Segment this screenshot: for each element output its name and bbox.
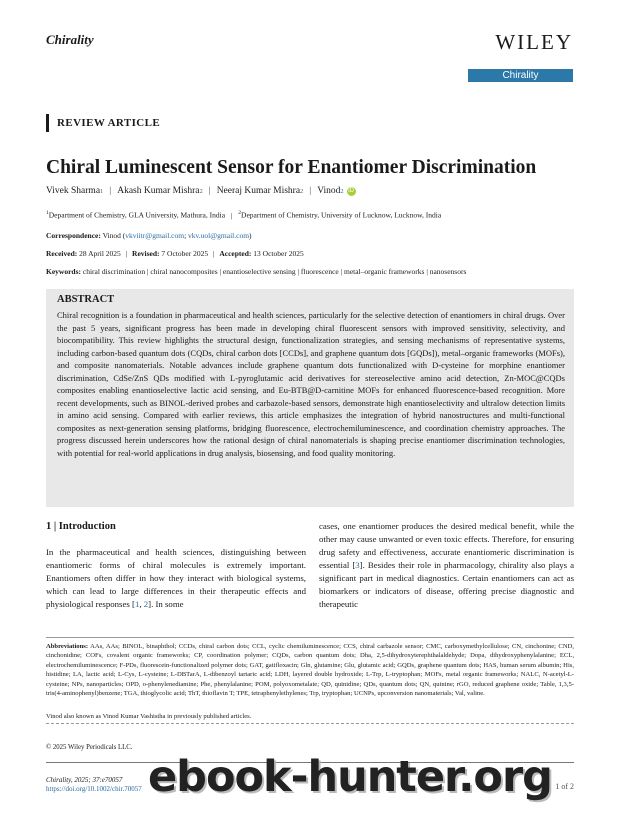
footer-citation xyxy=(46,776,142,794)
body-text: cases, one enantiomer produces the desired medical benefit, while the other may cause unwanted or even toxic effects. Therefore, for ensuring drug safety and effectiveness, accurate enantiomeric discrimination is essential [ xyxy=(319,521,574,570)
author-separator: | xyxy=(208,186,211,196)
author-note: Vinod also known as Vinod Kumar Vashistha in previously published articles. xyxy=(46,713,252,720)
author-name[interactable]: Neeraj Kumar Mishra xyxy=(216,186,301,196)
affil-sup: 2 xyxy=(238,210,242,216)
author-separator: | xyxy=(309,186,312,196)
article-type-bar xyxy=(46,114,49,132)
abstract-body: Chiral recognition is a foundation in pharmaceutical and health sciences, particularly for the selective detection of enantiomers in chiral drugs. Over the past 5 years, significant progress has been made in developing chiral fluorescent sensors with improved sensitivity, selectivity, and biocompatibility. This review highlights the structural design, functionalization strategies, and sensing mechanisms of representative systems, including carbon-based quantum dots (CQDs, chiral carbon dots [CCDs], and graphene quantum dots [GQDs]), metal–organic frameworks (MOFs), and composite nanomaterials. Notable advances include graphene quantum dots functionalized with D-cysteine for morphine enantiomer discrimination, CdSe/ZnS QDs modified with L-pyroglutamic acid derivatives for stereoselective amino acid detection, Zn-MOC@CQDs composites enabling enantioselective lactic acid sensing, and Eu-BTB@D-carnitine MOFs for enhanced fluorescence-based recognition. More recent developments, such as BINOL-derived probes and carbazole-based sensors, demonstrate high enantioselectivity and ultralow detection limits in amino acid sensing. Compared with earlier reviews, this article emphasizes the integration of hybrid nanostructures and multi-functional composites as next-generation sensing platforms, bridging fluorescence, electrochemiluminescence, and coordination chemistry approaches. The progress discussed herein underscores how the rational design of chiral nanomaterials is shaping precise enantiomer discrimination technologies, with potential for real-world applications in drug analysis, biosensing, and food quality monitoring. xyxy=(57,310,565,458)
author-list xyxy=(46,186,356,196)
revised-date: 7 October 2025 xyxy=(161,249,209,258)
body-text: ]. Besides their role in pharmacology, chirality also plays a significant part in medical diagnostics. Certain enantiomers can act as biomarkers or indicators of disease, offering precise diagnostic and therapeutic xyxy=(319,560,574,609)
dashed-divider xyxy=(46,723,574,724)
author-name[interactable]: Akash Kumar Mishra xyxy=(117,186,200,196)
revised-label: Revised: xyxy=(132,249,160,258)
orcid-icon[interactable]: iD xyxy=(348,187,354,194)
author-affil-sup: 1 xyxy=(100,187,104,195)
article-type-label: REVIEW ARTICLE xyxy=(57,117,161,129)
affil-sup: 1 xyxy=(46,210,49,216)
author-affil-sup: 2 xyxy=(300,187,304,195)
author-affil-sup: 2 xyxy=(199,187,203,195)
intro-right-column xyxy=(319,520,574,611)
body-text: ]. In some xyxy=(148,599,184,609)
accepted-date: 13 October 2025 xyxy=(253,249,304,258)
correspondence xyxy=(46,231,252,240)
correspondence-text: Vinod ( xyxy=(102,231,126,240)
author-name[interactable]: Vivek Sharma xyxy=(46,186,101,196)
email-separator: ; xyxy=(184,231,189,240)
article-type xyxy=(46,114,160,132)
article-title: Chiral Luminescent Sensor for Enantiomer Discrimination xyxy=(46,157,537,178)
body-text: , xyxy=(139,599,144,609)
footnote-divider xyxy=(46,637,574,638)
page-number: 1 of 2 xyxy=(555,782,574,791)
author-separator: | xyxy=(109,186,112,196)
affiliation-2: Department of Chemistry, University of Lucknow, Lucknow, India xyxy=(241,210,442,220)
keywords xyxy=(46,267,466,276)
citation-link[interactable]: 1 xyxy=(134,599,140,609)
publisher-logo: WILEY xyxy=(495,30,573,54)
keywords-list: chiral discrimination | chiral nanocomposites | enantioselective sensing | fluorescence | metal–organic frameworks | nanosensors xyxy=(82,267,467,276)
article-dates xyxy=(46,249,304,258)
body-text: In the pharmaceutical and health sciences, distinguishing between enantiomeric forms of chiral molecules is extremely important. Enantiomers often differ in how they interact with biological systems, which can lead to large differences in their therapeutic effects and physiological responses [ xyxy=(46,547,306,609)
received-date: 28 April 2025 xyxy=(79,249,121,258)
copyright: © 2025 Wiley Periodicals LLC. xyxy=(46,744,133,751)
abbreviations-text: AAs, AAs; BINOL, binaphthol; CCDs, chiral carbon dots; CCL, cyclic chemiluminescence; CCS, chiral carbazole sensor; CMC, carboxymethylcellulose; CN, cinchonine; CND, cinchonidine; COFs, covalent organic frameworks; CP, coordination polymer; CQDs, carbon quantum dots; Dha, 2,5-dihydroxyterephthalaldehyde; Dopa, dihydroxyphenylalanine; ECL, electrochemiluminescence; F-PDs, fluorescein-functionalized polymer dots; GAT, gatifloxacin; Gln, glutamine; Glu, glutamic acid; GQDs, graphene quantum dots; HAS, human serum albumin; His, histidine; LA, lactic acid; L-Cys, L-cysteine; L-DBTarA, L-dibenzoyl tartaric acid; LDH, layered double hydroxide; L-Trp, L-tryptophan; MOFs, metal organic frameworks; NALC, N-acetyl-L-cysteine; NPs, nanoparticles; OPD, o-phenylenediamine; Phe, phenylalanine; POM, polyoxometalate; QD, quinidine; QDs, quantum dots; QN, quinine; rGO, reduced graphene oxide; Table, 1,3,5-tris(4-aminophenyl)benzene; TGA, thioglycolic acid; ThT, thioflavin T; TPE, tetraphenylethylenes; Trp, tryptophan; UCNPs, upconversion nanomaterials; Val, valine. xyxy=(46,643,574,698)
abbreviations xyxy=(46,642,574,698)
correspondence-label: Correspondence: xyxy=(46,231,101,240)
affil-separator: | xyxy=(230,210,233,220)
date-separator: | xyxy=(125,249,128,258)
abbreviations-label: Abbreviations: xyxy=(46,643,89,650)
journal-badge: Chirality xyxy=(468,69,573,82)
watermark: ebook-hunter.org xyxy=(148,752,552,802)
affiliations xyxy=(46,210,441,220)
author-name[interactable]: Vinod xyxy=(317,186,341,196)
keywords-label: Keywords: xyxy=(46,267,81,276)
correspondence-close: ) xyxy=(249,231,252,240)
citation-link[interactable]: 2 xyxy=(143,599,149,609)
citation-link[interactable]: 3 xyxy=(355,560,360,570)
accepted-label: Accepted: xyxy=(219,249,252,258)
abstract-heading: ABSTRACT xyxy=(57,294,115,305)
email-link[interactable]: vkv.uol@gmail.com xyxy=(188,231,250,240)
affiliation-1: Department of Chemistry, GLA University, Mathura, India xyxy=(48,210,226,220)
date-separator: | xyxy=(212,249,215,258)
doi-link[interactable]: https://doi.org/10.1002/chir.70057 xyxy=(46,785,142,793)
journal-name: Chirality xyxy=(46,32,94,47)
author-affil-sup: 2 xyxy=(340,187,344,195)
email-link[interactable]: vkviitr@gmail.com xyxy=(125,231,185,240)
journal-citation: Chirality, 2025; 37:e70057 xyxy=(46,776,123,784)
section-heading: 1 | Introduction xyxy=(46,521,116,532)
intro-left-column xyxy=(46,546,306,611)
received-label: Received: xyxy=(46,249,78,258)
